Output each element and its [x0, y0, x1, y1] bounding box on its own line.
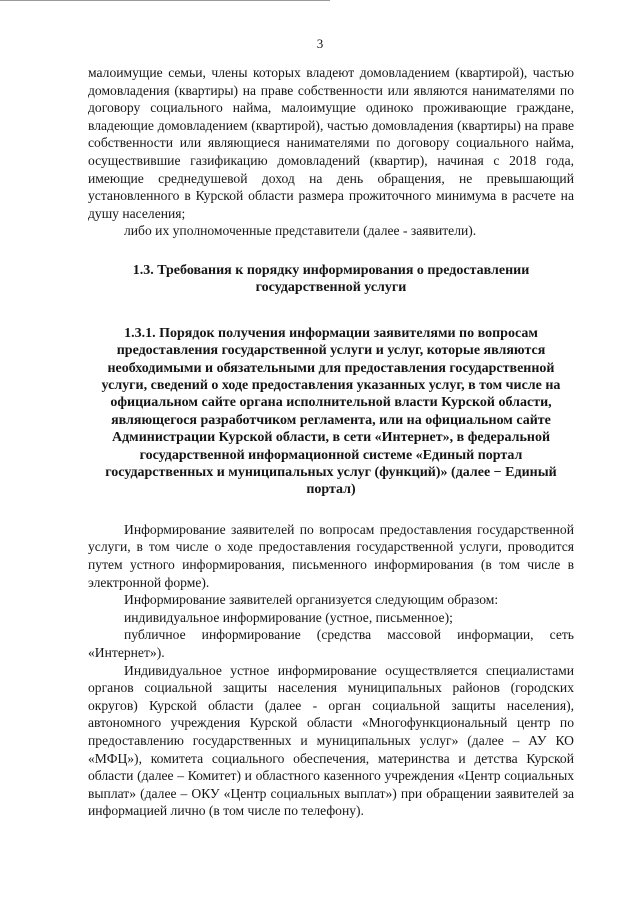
document-body: [88, 64, 574, 820]
paragraph-informing-ways: Информирование заявителей по вопросам предоставления государственной услуги, в том числе о ходе предоставления государственной услуги, проводится путем устного информирования, письменного информирования (в том числе в электронной форме).: [88, 521, 574, 590]
page-number: 3: [316, 36, 324, 51]
section-1-3-1-heading: 1.3.1. Порядок получения информации заявителями по вопросам предоставления государственной услуги и услуг, которые являются необходимыми и обязательными для предоставления государственной услуги, сведений о ходе предоставления указанных услуг, в том числе на официальном сайте органа исполнительной власти Курской области, являющегося разработчиком регламента, или на официальном сайте Администрации Курской области, в сети «Интернет», в федеральной государственной информационной системе «Единый портал государственных и муниципальных услуг (функций)» (далее − Единый портал): [101, 325, 561, 498]
section-1-3-1-body: [88, 521, 574, 820]
paragraph-individual: индивидуальное информирование (устное, письменное);: [124, 609, 453, 625]
scan-edge-line: [0, 0, 330, 1]
section-1-3-heading: 1.3. Требования к порядку информирования о предоставлении государственной услуги: [132, 262, 530, 296]
paragraph-oral-informing: Индивидуальное устное информирование осуществляется специалистами органов социальной защиты населения муниципальных районов (городских округов) Курской области (далее - орган социальной защиты населения), автономного учреждения Курской области «Многофункциональный центр по предоставлению государственных и муниципальных услуг» (далее – АУ КО «МФЦ»), комитета социального обеспечения, материнства и детства Курской области (далее – Комитет) и областного казенного учреждения «Центр социальных выплат» (далее – ОКУ «Центр социальных выплат») при обращении заявителей за информацией лично (в том числе по телефону).: [88, 662, 574, 819]
paragraph-applicants-list: малоимущие семьи, члены которых владеют домовладением (квартирой), частью домовладения (квартиры) на праве собственности или являются нанимателями по договору социального найма, малоимущие одиноко проживающие граждане, владеющие домовладением (квартирой), частью домовладения (квартиры) на праве собственности или являющиеся нанимателями по договору социального найма, осуществившие газификацию домовладений (квартир), начиная с 2018 года, имеющие среднедушевой доход на день обращения, не превышающий установленного в Курской области размера прожиточного минимума в расчете на душу населения;: [88, 65, 574, 221]
paragraph-public: публичное информирование (средства массовой информации, сеть «Интернет»).: [88, 627, 574, 660]
paragraph-representatives: либо их уполномоченные представители (далее - заявители).: [124, 223, 477, 239]
paragraph-organization: Информирование заявителей организуется следующим образом:: [124, 592, 499, 608]
